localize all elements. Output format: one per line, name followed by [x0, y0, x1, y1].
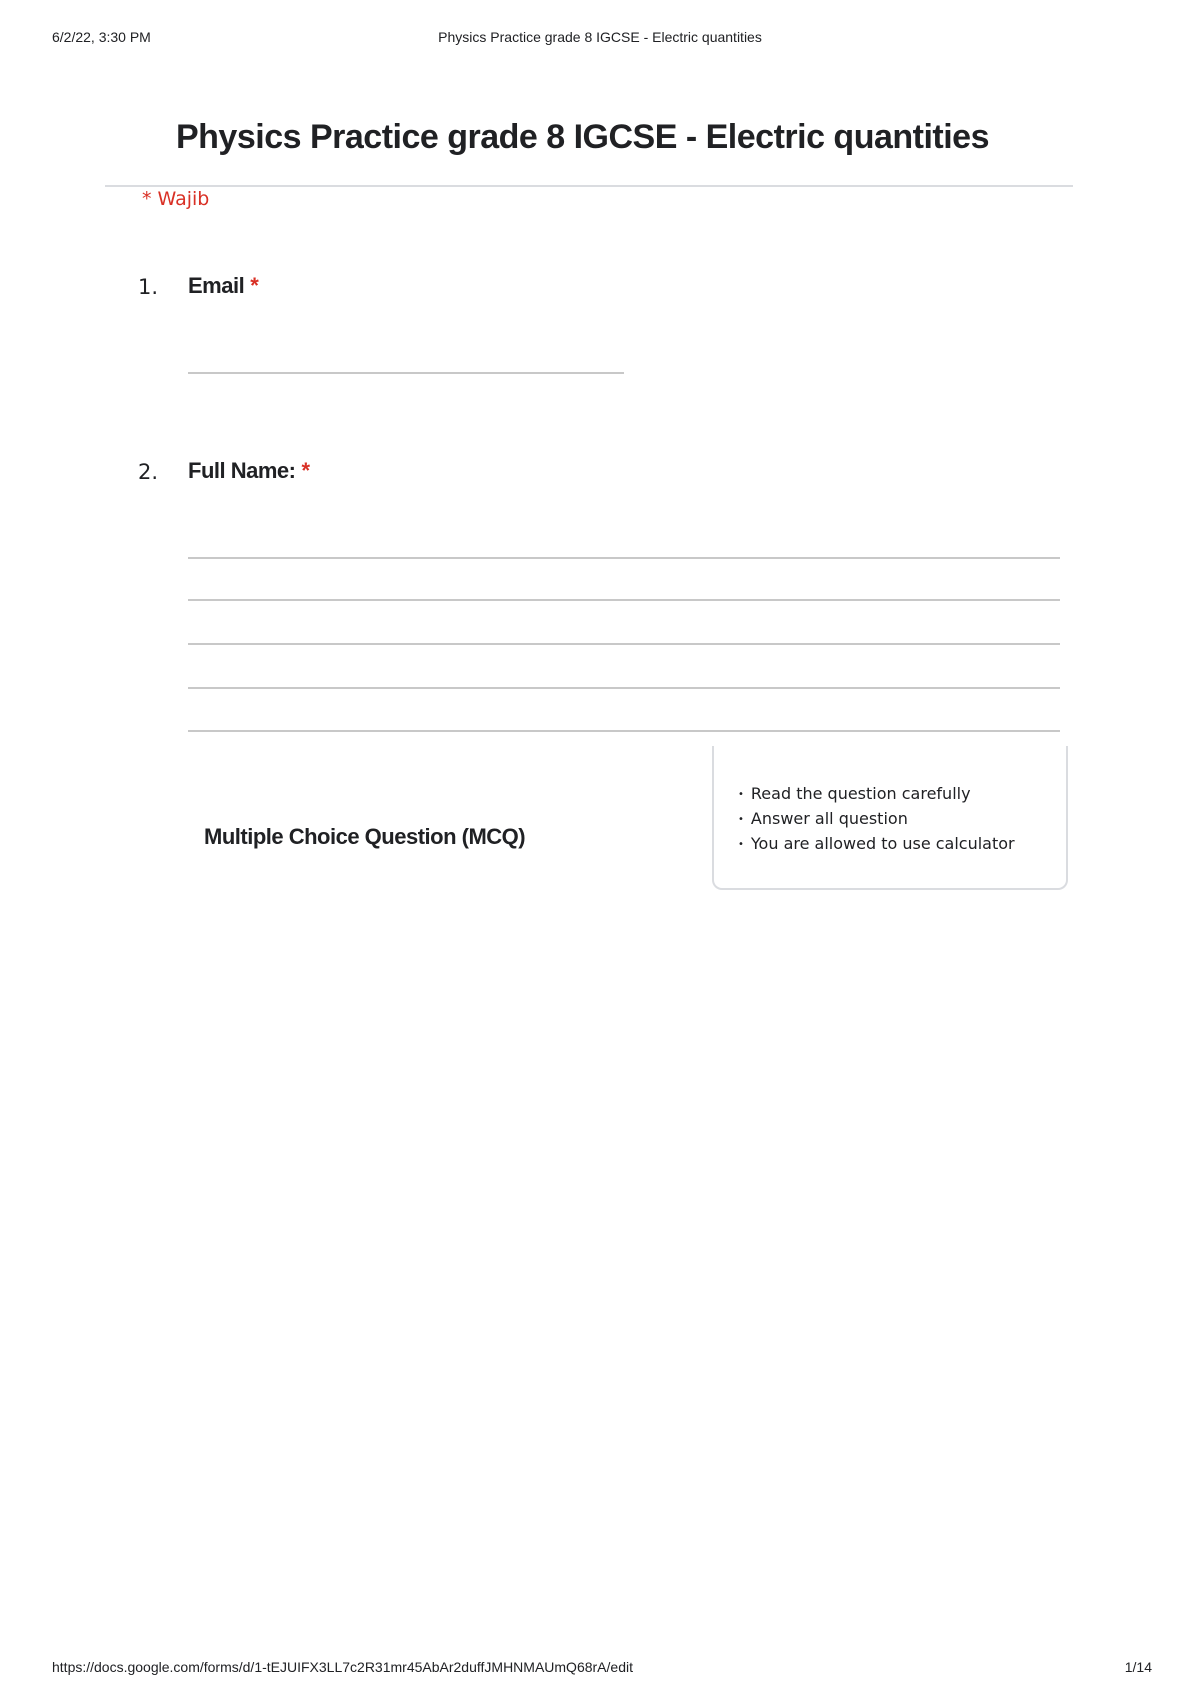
email-input-line[interactable]: [188, 372, 624, 374]
required-asterisk: *: [301, 458, 310, 483]
question-label: [188, 273, 258, 299]
question-label-text: Full Name:: [188, 458, 296, 483]
title-divider: [105, 185, 1073, 187]
answer-line: [188, 687, 1060, 689]
instructions-box: [712, 746, 1068, 890]
question-label-text: Email: [188, 273, 245, 298]
answer-line: [188, 599, 1060, 601]
section-title: Multiple Choice Question (MCQ): [204, 824, 526, 849]
answer-line: [188, 557, 1060, 559]
page-number: 1/14: [1124, 1659, 1152, 1675]
print-footer-url: https://docs.google.com/forms/d/1-tEJUIFX3LL7c2R31mr45AbAr2duffJMHNMAUmQ68rA/edit: [52, 1659, 633, 1675]
instructions-list: [738, 782, 1015, 857]
question-number: 1.: [138, 275, 159, 299]
print-header-title: Physics Practice grade 8 IGCSE - Electric quantities: [438, 29, 762, 45]
required-asterisk: *: [250, 273, 259, 298]
instruction-item: • Answer all question: [738, 807, 1015, 832]
question-number: 2.: [138, 460, 159, 484]
answer-line: [188, 730, 1060, 732]
print-header-datetime: 6/2/22, 3:30 PM: [52, 29, 151, 45]
form-title: Physics Practice grade 8 IGCSE - Electric quantities: [175, 118, 989, 156]
question-label: [188, 458, 310, 484]
answer-line: [188, 643, 1060, 645]
instruction-item: • You are allowed to use calculator: [738, 832, 1015, 857]
required-note: * Wajib: [142, 188, 210, 210]
instruction-item: • Read the question carefully: [738, 782, 1015, 807]
